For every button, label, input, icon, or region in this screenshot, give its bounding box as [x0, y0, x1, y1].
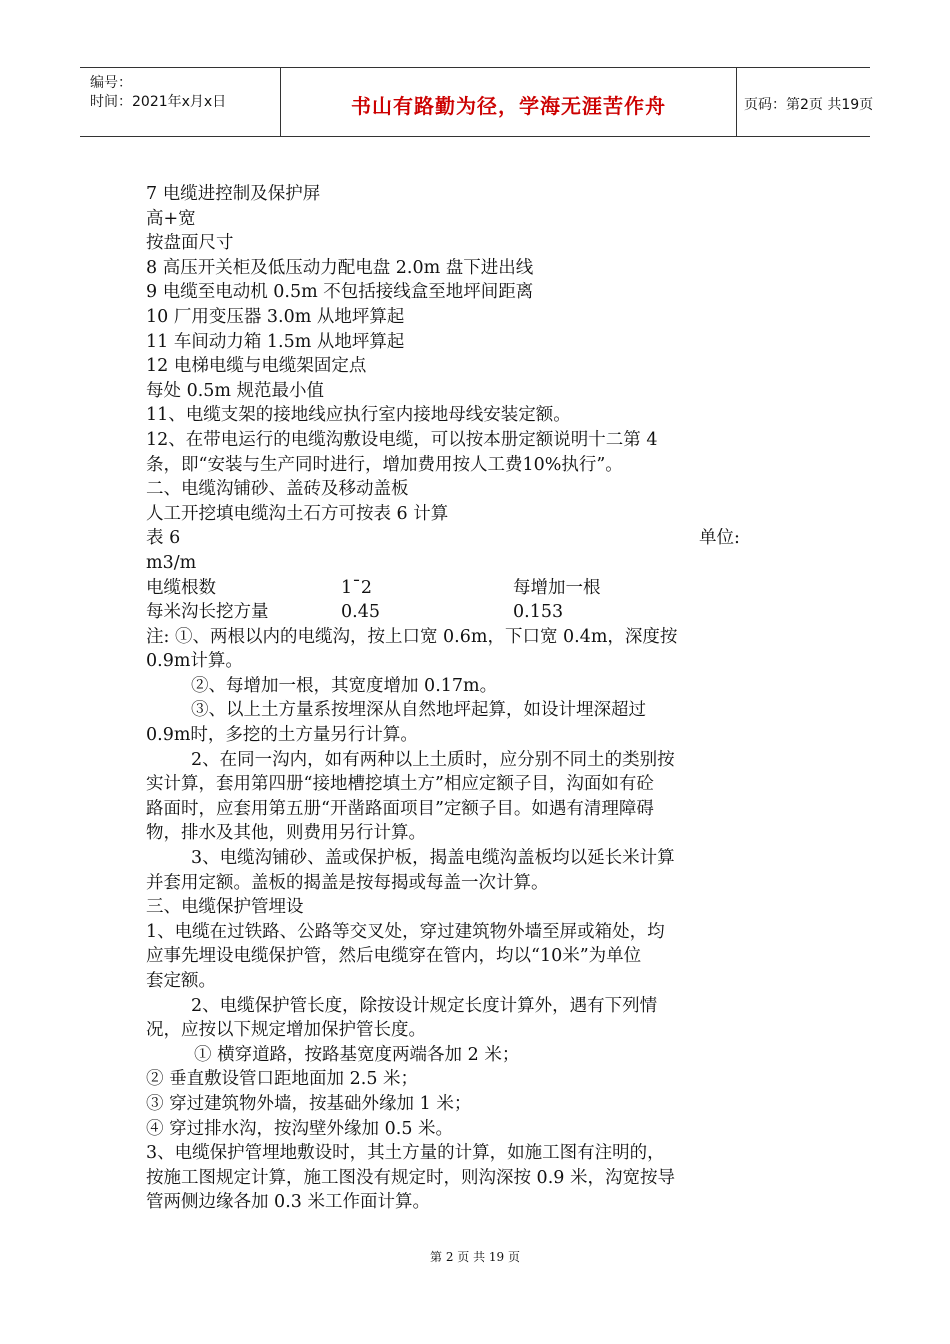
list-item: ② 垂直敷设管口距地面加 2.5 米； — [146, 1069, 419, 1090]
text-line: 注: ①、两根以内的电缆沟，按上口宽 0.6m，下口宽 0.4m，深度按 — [146, 626, 678, 647]
text-line: ②、每增加一根，其宽度增加 0.17m。 — [191, 675, 498, 696]
text-line: 人工开挖填电缆沟土石方可按表 6 计算 — [146, 503, 449, 524]
table-cell: 每米沟长挖方量 — [146, 602, 269, 623]
text-line: 按施工图规定计算，施工图没有规定时，则沟深按 0.9 米，沟宽按导 — [146, 1167, 675, 1188]
text-line: 2、在同一沟内，如有两种以上土质时，应分别不同土的类别按 — [191, 749, 675, 770]
text-line: 条，即“安装与生产同时进行，增加费用按人工费10%执行”。 — [146, 454, 623, 475]
text-line: 每处 0.5m 规范最小值 — [146, 380, 325, 401]
text-line: 况，应按以下规定增加保护管长度。 — [146, 1020, 426, 1041]
table-row — [146, 576, 796, 601]
text-line: 10 厂用变压器 3.0m 从地坪算起 — [146, 306, 405, 327]
header-motto: 书山有路勤为径，学海无涯苦作舟 — [351, 94, 666, 118]
page-header — [80, 67, 874, 137]
text-line: 高+宽 — [146, 208, 196, 229]
text-line: ③、以上土方量系按埋深从自然地坪起算，如设计埋深超过 — [191, 700, 646, 721]
text-line: 12、在带电运行的电缆沟敷设电缆，可以按本册定额说明十二第 4 — [146, 429, 658, 450]
unit-label: 单位: — [699, 528, 740, 549]
list-item: ④ 穿过排水沟，按沟壁外缘加 0.5 米。 — [146, 1118, 454, 1139]
text-line: 按盘面尺寸 — [146, 233, 234, 254]
text-line: 并套用定额。盖板的揭盖是按每揭或每盖一次计算。 — [146, 872, 549, 893]
text-line: 0.9m时，多挖的土方量另行计算。 — [146, 725, 418, 746]
table-cell: 0.45 — [341, 602, 380, 623]
header-page-cell — [736, 68, 874, 136]
table-row — [146, 600, 796, 625]
table-caption-row — [146, 526, 796, 551]
text-line: 12 电梯电缆与电缆架固定点 — [146, 356, 367, 377]
table-cell: 0.153 — [513, 602, 564, 623]
list-item: ① 横穿道路，按路基宽度两端各加 2 米； — [194, 1044, 520, 1065]
text-line: 11 车间动力箱 1.5m 从地坪算起 — [146, 331, 405, 352]
document-number-label: 编号： — [90, 75, 132, 91]
text-line: 0.9m计算。 — [146, 651, 243, 672]
text-line: 路面时，应套用第五册“开凿路面项目”定额子目。如遇有清理障碍 — [146, 798, 654, 819]
table-cell: 电缆根数 — [146, 577, 216, 598]
text-line: 管两侧边缘各加 0.3 米工作面计算。 — [146, 1192, 430, 1213]
table-caption: 表 6 — [146, 528, 181, 549]
list-item: ③ 穿过建筑物外墙，按基础外缘加 1 米； — [146, 1093, 472, 1114]
table-cell: 每增加一根 — [513, 577, 601, 598]
header-motto-cell — [280, 68, 737, 136]
section-heading: 三、电缆保护管埋设 — [146, 897, 304, 918]
text-line: 实计算，套用第四册“接地槽挖填土方”相应定额子目，沟面如有砼 — [146, 774, 654, 795]
header-page-info: 页码：第2页 共19页 — [744, 97, 874, 113]
text-line: 2、电缆保护管长度，除按设计规定长度计算外，遇有下列情 — [191, 995, 658, 1016]
text-line: 物，排水及其他，则费用另行计算。 — [146, 823, 426, 844]
section-heading: 二、电缆沟铺砂、盖砖及移动盖板 — [146, 479, 409, 500]
text-line: 3、电缆沟铺砂、盖或保护板，揭盖电缆沟盖板均以延长米计算 — [191, 848, 675, 869]
header-meta — [80, 68, 280, 136]
text-line: 7 电缆进控制及保护屏 — [146, 184, 321, 204]
text-line: 9 电缆至电动机 0.5m 不包括接线盒至地坪间距离 — [146, 282, 534, 303]
text-line: 11、电缆支架的接地线应执行室内接地母线安装定额。 — [146, 405, 571, 426]
document-body — [146, 182, 796, 1215]
table-cell: 1ˉ2 — [341, 577, 373, 598]
text-line: 8 高压开关柜及低压动力配电盘 2.0m 盘下进出线 — [146, 257, 534, 278]
unit-value: m3/m — [146, 552, 197, 573]
text-line: 3、电缆保护管埋地敷设时，其土方量的计算，如施工图有注明的， — [146, 1143, 665, 1164]
document-date-label: 时间：2021年x月x日 — [90, 94, 227, 110]
page-footer: 第 2 页 共 19 页 — [430, 1250, 520, 1264]
text-line: 应事先埋设电缆保护管，然后电缆穿在管内，均以“10米”为单位 — [146, 946, 642, 967]
text-line: 套定额。 — [146, 971, 216, 991]
text-line: 1、电缆在过铁路、公路等交叉处，穿过建筑物外墙至屏或箱处，均 — [146, 921, 665, 942]
